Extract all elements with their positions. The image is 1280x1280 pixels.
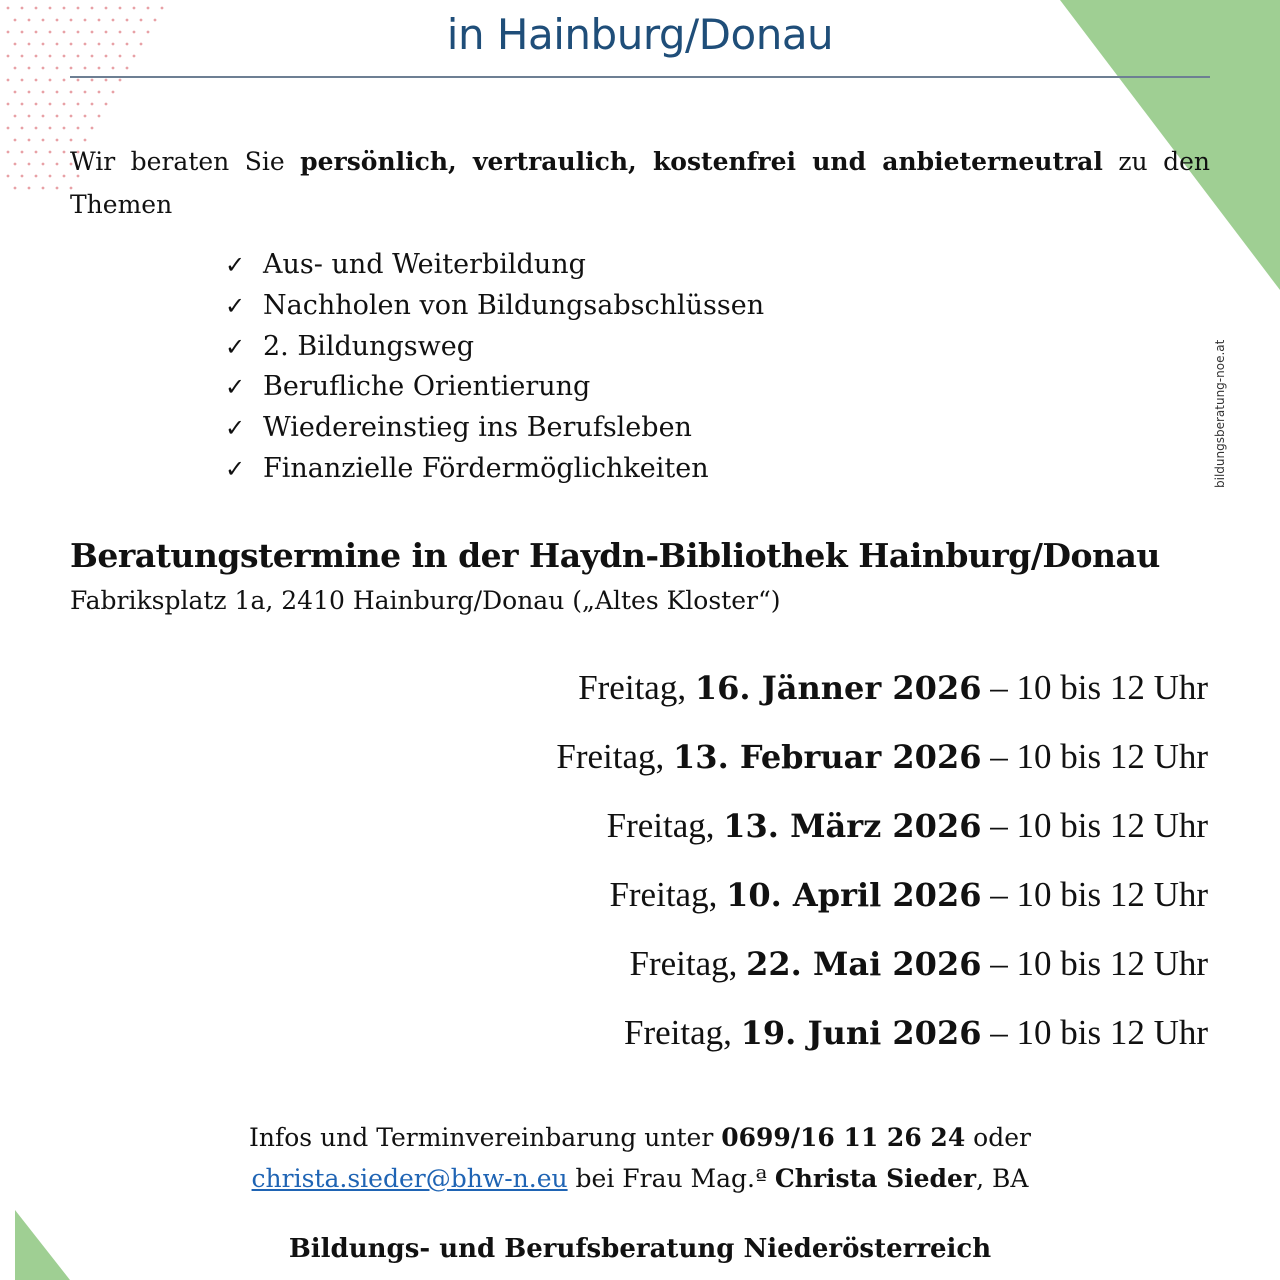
appointment-day: Freitag, xyxy=(629,944,747,983)
decor-dot xyxy=(119,79,122,82)
decor-dot xyxy=(91,79,94,82)
decor-dot xyxy=(56,139,59,142)
contact-person: Christa Sieder xyxy=(774,1164,977,1193)
appointment-time: – 10 bis 12 Uhr xyxy=(981,875,1208,914)
topic-label: Wiedereinstieg ins Berufsleben xyxy=(263,412,692,444)
decor-dot xyxy=(42,115,45,118)
appointment-day: Freitag, xyxy=(609,875,727,914)
decor-dot xyxy=(14,91,17,94)
decor-dot xyxy=(7,151,10,154)
contact-line-phone xyxy=(0,1117,1280,1158)
appointment-date: 13. Februar 2026 xyxy=(673,738,982,776)
appointment-time: – 10 bis 12 Uhr xyxy=(981,944,1208,983)
decor-dot xyxy=(105,7,108,10)
decor-dot xyxy=(42,163,45,166)
decor-dot xyxy=(56,91,59,94)
decor-dot xyxy=(161,7,164,10)
list-item xyxy=(225,448,764,489)
checkmark-icon: ✓ xyxy=(225,454,246,483)
decor-dot xyxy=(77,103,80,106)
decor-dot xyxy=(49,103,52,106)
appointment-day: Freitag, xyxy=(578,668,695,707)
decor-dot xyxy=(84,91,87,94)
checkmark-icon: ✓ xyxy=(225,292,246,321)
appointment-date: 19. Juni 2026 xyxy=(740,1014,982,1052)
contact-prefix: Infos und Terminvereinbarung unter xyxy=(249,1123,722,1152)
side-url: bildungsberatung-noe.at xyxy=(1213,340,1227,489)
checkmark-icon: ✓ xyxy=(225,251,246,280)
decor-dot xyxy=(7,79,10,82)
decor-dot xyxy=(91,103,94,106)
appointment-date: 22. Mai 2026 xyxy=(746,945,982,983)
appointment-date: 13. März 2026 xyxy=(723,807,982,845)
page-title: in Hainburg/Donau xyxy=(446,10,834,59)
list-item xyxy=(225,408,764,449)
decor-dot xyxy=(14,67,17,70)
decor-dot xyxy=(28,115,31,118)
appointment-time: – 10 bis 12 Uhr xyxy=(981,806,1208,845)
decor-dot xyxy=(28,187,31,190)
decor-dot xyxy=(28,163,31,166)
list-item xyxy=(225,286,764,327)
decor-dot xyxy=(49,7,52,10)
appointment-row xyxy=(556,867,1208,936)
venue-heading: Beratungstermine in der Haydn-Bibliothek Hainburg/Donau xyxy=(70,536,1160,575)
decor-dot xyxy=(21,7,24,10)
appointment-row xyxy=(556,729,1208,798)
contact-info xyxy=(0,1117,1280,1199)
decor-dot xyxy=(63,175,66,178)
decor-dot xyxy=(14,139,17,142)
decor-dot xyxy=(56,187,59,190)
topic-label: Nachholen von Bildungsabschlüssen xyxy=(263,290,765,322)
decor-dot xyxy=(63,79,66,82)
decor-dot xyxy=(7,103,10,106)
footer-organization: Bildungs- und Berufsberatung Niederösterreich xyxy=(288,1234,992,1264)
decor-dot xyxy=(42,139,45,142)
decor-dot xyxy=(42,187,45,190)
decor-dot xyxy=(63,151,66,154)
decor-dot xyxy=(14,163,17,166)
list-item xyxy=(225,367,764,408)
decor-dot xyxy=(77,127,80,130)
topic-label: Aus- und Weiterbildung xyxy=(263,249,586,281)
decor-dot xyxy=(56,67,59,70)
list-item xyxy=(225,245,764,286)
decor-dot xyxy=(70,91,73,94)
venue-address: Fabriksplatz 1a, 2410 Hainburg/Donau („Altes Kloster“) xyxy=(70,586,781,615)
decor-dot xyxy=(126,67,129,70)
decor-dot xyxy=(63,103,66,106)
appointment-time: – 10 bis 12 Uhr xyxy=(981,1013,1208,1052)
decor-dot xyxy=(77,7,80,10)
decor-dot xyxy=(98,115,101,118)
checkmark-icon: ✓ xyxy=(225,414,246,443)
decor-dot xyxy=(7,127,10,130)
decor-dot xyxy=(63,7,66,10)
decor-dot xyxy=(105,103,108,106)
decor-dot xyxy=(147,7,150,10)
topic-label: Finanzielle Fördermöglichkeiten xyxy=(263,452,709,484)
contact-line-email xyxy=(0,1158,1280,1199)
decor-dot xyxy=(35,79,38,82)
decor-dot xyxy=(14,187,17,190)
decor-dot xyxy=(112,91,115,94)
intro-text xyxy=(70,140,1210,226)
appointment-day: Freitag, xyxy=(606,806,724,845)
appointment-time: – 10 bis 12 Uhr xyxy=(981,737,1208,776)
decor-dot xyxy=(35,103,38,106)
appointment-day: Freitag, xyxy=(556,737,674,776)
appointment-row xyxy=(556,1005,1208,1074)
decor-dot xyxy=(28,139,31,142)
decor-dot xyxy=(133,7,136,10)
appointment-row xyxy=(556,936,1208,1005)
decor-dot xyxy=(28,67,31,70)
checkmark-icon: ✓ xyxy=(225,373,246,402)
decor-dot xyxy=(49,127,52,130)
checkmark-icon: ✓ xyxy=(225,332,246,361)
decor-dot xyxy=(28,91,31,94)
phone-number: 0699/16 11 26 24 xyxy=(721,1123,966,1152)
decor-dot xyxy=(63,127,66,130)
decor-dot xyxy=(84,115,87,118)
appointment-day: Freitag, xyxy=(623,1013,741,1052)
decor-dot xyxy=(35,175,38,178)
intro-qualities: persönlich, vertraulich, kostenfrei und anbieterneutral xyxy=(300,147,1103,176)
contact-mid: bei Frau Mag.ª xyxy=(567,1164,775,1193)
email-link[interactable]: christa.sieder@bhw-n.eu xyxy=(251,1164,568,1193)
decor-dot xyxy=(70,115,73,118)
decor-dot xyxy=(35,7,38,10)
topic-list xyxy=(225,245,764,489)
decor-dot xyxy=(21,175,24,178)
decor-dot xyxy=(112,67,115,70)
decor-dot xyxy=(56,115,59,118)
decor-dot xyxy=(35,151,38,154)
decor-dot xyxy=(35,127,38,130)
appointment-date: 16. Jänner 2026 xyxy=(694,669,982,707)
contact-suffix: oder xyxy=(965,1123,1031,1152)
decor-dot xyxy=(21,103,24,106)
topic-label: 2. Bildungsweg xyxy=(263,330,475,362)
decor-dot xyxy=(105,79,108,82)
decor-dot xyxy=(42,91,45,94)
title-divider xyxy=(70,76,1210,78)
decor-dot xyxy=(42,67,45,70)
decor-dot xyxy=(70,67,73,70)
decor-dot xyxy=(7,7,10,10)
appointment-date: 10. April 2026 xyxy=(726,876,982,914)
decor-dot xyxy=(84,67,87,70)
intro-lead: Wir beraten Sie xyxy=(70,147,301,176)
decor-dot xyxy=(119,7,122,10)
topic-label: Berufliche Orientierung xyxy=(263,371,591,403)
decor-dot xyxy=(49,175,52,178)
decor-dot xyxy=(56,163,59,166)
intro-tail: zu den Themen xyxy=(70,147,1210,219)
decor-dot xyxy=(14,115,17,118)
decor-dot xyxy=(91,7,94,10)
decor-dot xyxy=(21,79,24,82)
appointment-list xyxy=(556,660,1208,1074)
decor-dot xyxy=(91,127,94,130)
contact-title-suffix: , BA xyxy=(976,1164,1029,1193)
decor-dot xyxy=(49,79,52,82)
appointment-row xyxy=(556,798,1208,867)
decor-dot xyxy=(49,151,52,154)
decor-dot xyxy=(77,79,80,82)
appointment-row xyxy=(556,660,1208,729)
decor-dot xyxy=(98,91,101,94)
list-item xyxy=(225,326,764,367)
decor-dot xyxy=(21,151,24,154)
decor-dot xyxy=(98,67,101,70)
appointment-time: – 10 bis 12 Uhr xyxy=(981,668,1208,707)
decor-dot xyxy=(7,175,10,178)
decor-dot xyxy=(21,127,24,130)
